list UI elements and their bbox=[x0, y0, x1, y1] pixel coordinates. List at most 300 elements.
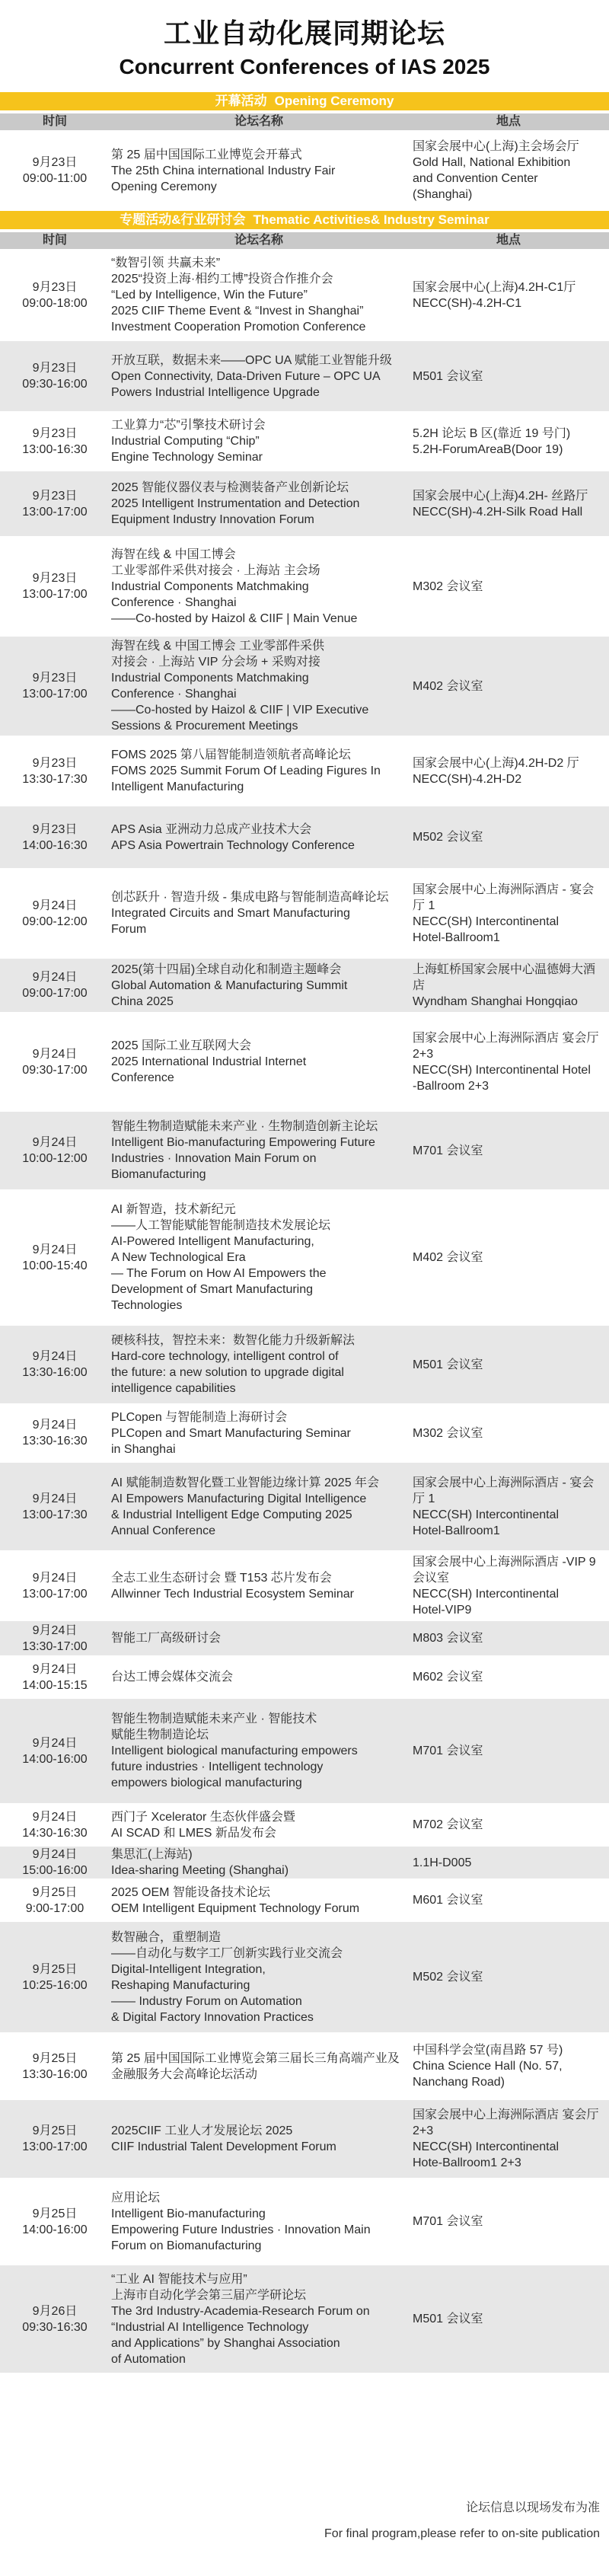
date-text: 9月23日 bbox=[32, 672, 78, 685]
schedule-section bbox=[0, 211, 609, 2373]
forum-name-line: Empowering Future Industries · Innovation Main bbox=[111, 2223, 371, 2236]
forum-name-line: CIIF Industrial Talent Development Forum bbox=[111, 2140, 336, 2153]
forum-name-cell bbox=[110, 2051, 408, 2083]
time-text: 13:30-16:00 bbox=[22, 2067, 88, 2081]
schedule-row bbox=[0, 2265, 609, 2373]
location-line: M302 会议室 bbox=[413, 579, 483, 593]
forum-name-line: “数智引领 共赢未来” bbox=[111, 257, 221, 270]
schedule-row bbox=[0, 1699, 609, 1803]
forum-name-cell bbox=[110, 889, 408, 937]
forum-name-line: —— Industry Forum on Automation bbox=[111, 1994, 302, 2008]
location-cell bbox=[408, 755, 609, 787]
forum-name-line: The 3rd Industry-Academia-Research Forum on bbox=[111, 2304, 370, 2318]
time-cell bbox=[0, 1885, 110, 1917]
forum-name-line: 2025 国际工业互联网大会 bbox=[111, 1039, 252, 1052]
location-line: Hote-Ballroom1 2+3 bbox=[413, 2156, 521, 2169]
date-text: 9月24日 bbox=[32, 1571, 78, 1585]
time-cell bbox=[0, 969, 110, 1001]
date-text: 9月24日 bbox=[32, 1810, 78, 1824]
footer-note-en: For final program,please refer to on-site publication bbox=[324, 2527, 600, 2540]
time-cell bbox=[0, 1962, 110, 1993]
time-text: 10:00-15:40 bbox=[22, 1259, 88, 1272]
time-text: 14:00-16:00 bbox=[22, 2223, 88, 2236]
location-cell bbox=[408, 1030, 609, 1094]
time-text: 15:00-16:00 bbox=[22, 1864, 88, 1877]
forum-name-cell bbox=[110, 1711, 408, 1791]
location-line: 上海虹桥国家会展中心温德姆大酒店 bbox=[413, 962, 596, 992]
location-line: NECC(SH)-4.2H-D2 bbox=[413, 772, 522, 786]
column-header-name: 论坛名称 bbox=[234, 115, 283, 128]
column-header-row bbox=[0, 113, 609, 130]
forum-name-line: 数智融合，重塑制造 bbox=[111, 1930, 222, 1944]
time-cell bbox=[0, 670, 110, 702]
time-text: 9:00-17:00 bbox=[25, 1901, 84, 1915]
time-cell bbox=[0, 1417, 110, 1449]
location-cell bbox=[408, 1425, 609, 1441]
location-line: M302 会议室 bbox=[413, 1426, 483, 1440]
location-line: Hotel-Ballroom1 bbox=[413, 930, 500, 944]
location-line: M502 会议室 bbox=[413, 1971, 483, 1984]
forum-name-cell bbox=[110, 1847, 408, 1879]
forum-name-line: AI-Powered Intelligent Manufacturing, bbox=[111, 1235, 314, 1248]
forum-name-line: PLCopen 与智能制造上海研讨会 bbox=[111, 1410, 288, 1424]
location-cell bbox=[408, 1554, 609, 1618]
forum-name-line: Forum bbox=[111, 923, 147, 936]
forum-name-cell bbox=[110, 1930, 408, 2025]
date-text: 9月24日 bbox=[32, 1350, 78, 1363]
column-header-name: 论坛名称 bbox=[234, 234, 283, 247]
forum-name-line: 集思汇(上海站) bbox=[111, 1848, 193, 1861]
schedule-row bbox=[0, 2181, 609, 2262]
location-line: 国家会展中心上海洲际酒店 宴会厅 2+3 bbox=[413, 1031, 599, 1061]
forum-name-line: Conference · Shanghai bbox=[111, 688, 237, 701]
section-title-bar bbox=[0, 92, 609, 110]
location-line: M501 会议室 bbox=[413, 369, 483, 383]
forum-name-line: Development of Smart Manufacturing bbox=[111, 1283, 314, 1296]
forum-name-line: Open Connectivity, Data-Driven Future – OPC UA bbox=[111, 369, 381, 383]
forum-name-line: 全志工业生态研讨会 暨 T153 芯片发布会 bbox=[111, 1571, 332, 1585]
time-cell bbox=[0, 1491, 110, 1523]
forum-name-line: — The Forum on How AI Empowers the bbox=[111, 1267, 327, 1280]
schedule-sections bbox=[0, 92, 609, 2373]
location-line: 国家会展中心(上海)4.2H- 丝路厅 bbox=[413, 489, 588, 503]
forum-name-line: OEM Intelligent Equipment Technology Forum bbox=[111, 1901, 360, 1915]
forum-name-line: 第 25 届中国国际工业博览会第三届长三角高端产业及 bbox=[111, 2051, 400, 2065]
forum-name-line: 2025 OEM 智能设备技术论坛 bbox=[111, 1885, 270, 1899]
column-header-location: 地点 bbox=[496, 115, 521, 128]
location-line: 5.2H 论坛 B 区(靠近 19 号门) bbox=[413, 426, 571, 440]
forum-name-line: Annual Conference bbox=[111, 1524, 215, 1537]
time-text: 13:00-17:00 bbox=[22, 505, 88, 519]
forum-name-line: Intelligent Bio-manufacturing bbox=[111, 2207, 266, 2220]
location-line: 国家会展中心上海洲际酒店 - 宴会厅 1 bbox=[413, 883, 595, 912]
time-cell bbox=[0, 822, 110, 854]
forum-name-line: Forum on Biomanufacturing bbox=[111, 2239, 262, 2252]
forum-name-line: of Automation bbox=[111, 2352, 186, 2366]
date-text: 9月25日 bbox=[32, 2207, 78, 2220]
forum-name-line: Allwinner Tech Industrial Ecosystem Seminar bbox=[111, 1587, 354, 1601]
forum-name-line: 智能生物制造赋能未来产业 · 智能技术 bbox=[111, 1713, 317, 1725]
location-cell bbox=[408, 1143, 609, 1159]
schedule-row bbox=[0, 1882, 609, 1919]
date-text: 9月24日 bbox=[32, 899, 78, 912]
forum-name-line: “Industrial AI Intelligence Technology bbox=[111, 2320, 309, 2334]
schedule-rows bbox=[0, 133, 609, 208]
forum-name-line: Digital-Intelligent Integration, bbox=[111, 1962, 266, 1976]
forum-name-line: AI SCAD 和 LMES 新品发布会 bbox=[111, 1826, 276, 1840]
location-cell bbox=[408, 2311, 609, 2327]
location-cell bbox=[408, 1817, 609, 1833]
location-line: M701 会议室 bbox=[413, 1144, 483, 1157]
schedule-row bbox=[0, 471, 609, 536]
forum-name-cell bbox=[110, 547, 408, 627]
forum-name-line: Conference bbox=[111, 1071, 174, 1084]
schedule-row bbox=[0, 1847, 609, 1879]
location-line: 国家会展中心上海洲际酒店 宴会厅 2+3 bbox=[413, 2108, 599, 2137]
forum-name-line: in Shanghai bbox=[111, 1442, 176, 1456]
time-text: 13:30-16:30 bbox=[22, 1435, 88, 1448]
forum-name-line: “Led by Intelligence, Win the Future” bbox=[111, 289, 308, 302]
schedule-row bbox=[0, 2035, 609, 2097]
date-text: 9月25日 bbox=[32, 2124, 78, 2137]
location-cell bbox=[408, 139, 609, 203]
forum-name-line: Intelligent biological manufacturing empowers bbox=[111, 1744, 358, 1757]
date-text: 9月23日 bbox=[32, 572, 78, 585]
date-text: 9月24日 bbox=[32, 1243, 78, 1256]
forum-name-line: Hard-core technology, intelligent control of bbox=[111, 1350, 339, 1363]
column-header-row bbox=[0, 232, 609, 249]
date-text: 9月23日 bbox=[32, 362, 78, 375]
schedule-row bbox=[0, 1406, 609, 1460]
location-line: M501 会议室 bbox=[413, 1358, 483, 1371]
forum-name-line: 上海市自动化学会第三届产学研论坛 bbox=[111, 2288, 307, 2302]
page-subtitle: Concurrent Conferences of IAS 2025 bbox=[119, 55, 490, 78]
section-title-cn: 开幕活动 bbox=[215, 94, 267, 108]
forum-name-line: 第 25 届中国国际工业博览会开幕式 bbox=[111, 148, 302, 161]
location-cell bbox=[408, 678, 609, 694]
time-text: 14:00-16:00 bbox=[22, 1752, 88, 1766]
location-cell bbox=[408, 426, 609, 458]
time-cell bbox=[0, 1735, 110, 1767]
schedule-row bbox=[0, 1621, 609, 1655]
time-text: 09:00-12:00 bbox=[22, 915, 88, 928]
time-text: 13:00-17:00 bbox=[22, 1587, 88, 1601]
time-cell bbox=[0, 1661, 110, 1693]
forum-name-cell bbox=[110, 147, 408, 195]
schedule-row bbox=[0, 1658, 609, 1696]
schedule-row bbox=[0, 252, 609, 338]
location-line: NECC(SH)-4.2H-Silk Road Hall bbox=[413, 505, 583, 519]
location-cell bbox=[408, 1969, 609, 1985]
forum-name-line: the future: a new solution to upgrade digital bbox=[111, 1366, 344, 1379]
forum-name-line: APS Asia Powertrain Technology Conference bbox=[111, 838, 355, 852]
forum-name-line: empowers biological manufacturing bbox=[111, 1776, 302, 1789]
location-cell bbox=[408, 488, 609, 520]
schedule-row bbox=[0, 959, 609, 1012]
location-line: 1.1H-D005 bbox=[413, 1856, 472, 1869]
location-line: Gold Hall, National Exhibition bbox=[413, 156, 571, 169]
location-cell bbox=[408, 1250, 609, 1266]
forum-name-line: 开放互联，数据未来——OPC UA 赋能工业智能升级 bbox=[111, 353, 392, 367]
location-line: Nanchang Road) bbox=[413, 2076, 505, 2089]
forum-name-line: Opening Ceremony bbox=[111, 180, 217, 193]
time-text: 09:00-18:00 bbox=[22, 296, 88, 310]
time-text: 14:30-16:30 bbox=[22, 1826, 88, 1840]
location-line: NECC(SH) Intercontinental bbox=[413, 915, 560, 928]
time-cell bbox=[0, 360, 110, 392]
time-text: 10:25-16:00 bbox=[22, 1978, 88, 1992]
forum-name-cell bbox=[110, 1885, 408, 1917]
forum-name-line: ——人工智能赋能智能制造技术发展论坛 bbox=[111, 1219, 331, 1232]
schedule-row bbox=[0, 1015, 609, 1109]
schedule-section bbox=[0, 92, 609, 208]
location-cell bbox=[408, 1892, 609, 1908]
schedule-row bbox=[0, 539, 609, 634]
location-cell bbox=[408, 882, 609, 946]
location-line: 国家会展中心(上海)4.2H-D2 厅 bbox=[413, 756, 579, 770]
footer-note-cn: 论坛信息以现场发布为准 bbox=[465, 2501, 600, 2514]
location-line: NECC(SH) Intercontinental bbox=[413, 2140, 560, 2153]
forum-name-cell bbox=[110, 1409, 408, 1457]
date-text: 9月24日 bbox=[32, 1419, 78, 1432]
date-text: 9月26日 bbox=[32, 2304, 78, 2318]
forum-name-cell bbox=[110, 480, 408, 528]
location-line: 5.2H-ForumAreaB(Door 19) bbox=[413, 442, 563, 456]
time-text: 09:30-16:30 bbox=[22, 2320, 88, 2334]
time-text: 10:00-12:00 bbox=[22, 1152, 88, 1165]
location-line: 国家会展中心(上海)主会场会厅 bbox=[413, 140, 579, 153]
date-text: 9月25日 bbox=[32, 1962, 78, 1976]
time-text: 13:30-16:00 bbox=[22, 1366, 88, 1379]
date-text: 9月24日 bbox=[32, 1136, 78, 1149]
forum-name-line: AI Empowers Manufacturing Digital Intelligence bbox=[111, 1492, 367, 1505]
schedule-row bbox=[0, 1463, 609, 1550]
forum-name-cell bbox=[110, 1809, 408, 1841]
schedule-row bbox=[0, 1806, 609, 1843]
date-text: 9月24日 bbox=[32, 1623, 78, 1637]
forum-name-line: 2025(第十四届)全球自动化和制造主题峰会 bbox=[111, 962, 342, 976]
forum-name-line: 海智在线 & 中国工博会 工业零部件采供 bbox=[111, 640, 325, 653]
schedule-row bbox=[0, 2100, 609, 2178]
location-line: M803 会议室 bbox=[413, 1632, 483, 1645]
time-cell bbox=[0, 1847, 110, 1879]
forum-name-line: Industrial Computing “Chip” bbox=[111, 435, 260, 448]
forum-name-line: FOMS 2025 第八届智能制造领航者高峰论坛 bbox=[111, 749, 351, 761]
forum-name-line: Equipment Industry Innovation Forum bbox=[111, 513, 314, 526]
forum-name-line: ——Co-hosted by Haizol & CIIF | Main Venue bbox=[111, 611, 358, 625]
time-text: 13:00-16:30 bbox=[22, 442, 88, 456]
schedule-row bbox=[0, 871, 609, 956]
location-line: 国家会展中心上海洲际酒店 -VIP 9 会议室 bbox=[413, 1555, 596, 1585]
schedule-row bbox=[0, 806, 609, 868]
forum-name-line: APS Asia 亚洲动力总成产业技术大会 bbox=[111, 822, 312, 836]
forum-name-line: future industries · Intelligent technology bbox=[111, 1760, 324, 1773]
location-line: M602 会议室 bbox=[413, 1671, 483, 1684]
schedule-row bbox=[0, 1192, 609, 1323]
location-line: Hotel-VIP9 bbox=[413, 1603, 472, 1617]
time-text: 13:00-17:00 bbox=[22, 688, 88, 701]
section-title-bar bbox=[0, 211, 609, 229]
location-line: Hotel-Ballroom1 bbox=[413, 1524, 500, 1537]
date-text: 9月23日 bbox=[32, 280, 78, 294]
column-header-time: 时间 bbox=[42, 115, 67, 128]
location-line: NECC(SH)-4.2H-C1 bbox=[413, 296, 522, 310]
forum-name-line: intelligence capabilities bbox=[111, 1382, 236, 1395]
forum-name-cell bbox=[110, 962, 408, 1010]
location-cell bbox=[408, 2107, 609, 2171]
schedule-rows bbox=[0, 252, 609, 2373]
time-text: 09:30-16:00 bbox=[22, 378, 88, 391]
forum-name-cell bbox=[110, 747, 408, 795]
schedule-row bbox=[0, 414, 609, 468]
time-text: 14:00-15:15 bbox=[22, 1678, 88, 1692]
forum-name-line: 工业算力“芯”引擎技术研讨会 bbox=[111, 419, 266, 432]
time-cell bbox=[0, 1135, 110, 1167]
date-text: 9月23日 bbox=[32, 756, 78, 770]
location-line: 中国科学会堂(南昌路 57 号) bbox=[413, 2044, 563, 2057]
location-line: (Shanghai) bbox=[413, 188, 473, 201]
forum-name-line: 硬核科技，智控未来：数智化能力升级新解法 bbox=[111, 1334, 356, 1347]
time-text: 14:00-16:30 bbox=[22, 838, 88, 852]
column-header-location: 地点 bbox=[496, 234, 521, 247]
forum-name-line: 金融服务大会高峰论坛活动 bbox=[111, 2067, 258, 2081]
location-cell bbox=[408, 1743, 609, 1759]
date-text: 9月24日 bbox=[32, 1848, 78, 1861]
forum-name-line: Technologies bbox=[111, 1299, 183, 1312]
time-cell bbox=[0, 1623, 110, 1655]
location-line: NECC(SH) Intercontinental Hotel bbox=[413, 1063, 591, 1077]
forum-name-line: 2025 Intelligent Instrumentation and Detection bbox=[111, 497, 360, 510]
forum-name-line: A New Technological Era bbox=[111, 1251, 246, 1264]
forum-name-line: AI 新智造，技术新纪元 bbox=[111, 1203, 236, 1216]
date-text: 9月23日 bbox=[32, 822, 78, 836]
date-text: 9月24日 bbox=[32, 1047, 78, 1061]
forum-name-cell bbox=[110, 353, 408, 401]
forum-name-line: 智能工厂高级研讨会 bbox=[111, 1632, 222, 1645]
schedule-row bbox=[0, 133, 609, 208]
forum-name-line: Investment Cooperation Promotion Conference bbox=[111, 321, 366, 334]
time-cell bbox=[0, 2123, 110, 2155]
forum-name-cell bbox=[110, 1119, 408, 1183]
time-text: 13:30-17:00 bbox=[22, 1639, 88, 1653]
forum-name-cell bbox=[110, 822, 408, 854]
forum-name-line: 2025 International Industrial Internet bbox=[111, 1055, 307, 1068]
date-text: 9月23日 bbox=[32, 426, 78, 440]
time-text: 13:00-17:00 bbox=[22, 588, 88, 601]
forum-name-line: Conference · Shanghai bbox=[111, 595, 237, 609]
section-title-cn: 专题活动&行业研讨会 bbox=[120, 212, 246, 227]
location-line: M601 会议室 bbox=[413, 1894, 483, 1907]
schedule-row bbox=[0, 1553, 609, 1618]
location-line: M702 会议室 bbox=[413, 1818, 483, 1831]
location-cell bbox=[408, 2214, 609, 2230]
forum-name-line: 2025CIIF 工业人才发展论坛 2025 bbox=[111, 2124, 293, 2137]
section-title-en: Thematic Activities& Industry Seminar bbox=[253, 212, 489, 227]
footer-note bbox=[324, 2495, 600, 2547]
time-text: 13:00-17:30 bbox=[22, 1508, 88, 1521]
forum-name-cell bbox=[110, 1630, 408, 1646]
time-cell bbox=[0, 488, 110, 520]
forum-name-cell bbox=[110, 1333, 408, 1397]
forum-name-cell bbox=[110, 1669, 408, 1685]
forum-name-line: Powers Industrial Intelligence Upgrade bbox=[111, 385, 320, 399]
time-cell bbox=[0, 1242, 110, 1274]
forum-name-cell bbox=[110, 1038, 408, 1086]
date-text: 9月23日 bbox=[32, 156, 78, 169]
forum-name-line: 对接会 · 上海站 VIP 分会场 + 采购对接 bbox=[111, 656, 320, 669]
forum-name-cell bbox=[110, 1202, 408, 1314]
forum-name-line: 台达工博会媒体交流会 bbox=[111, 1671, 234, 1684]
forum-name-line: 西门子 Xcelerator 生态伙伴盛会暨 bbox=[111, 1810, 295, 1824]
time-cell bbox=[0, 1046, 110, 1078]
time-cell bbox=[0, 1570, 110, 1602]
time-cell bbox=[0, 279, 110, 311]
forum-name-line: “工业 AI 智能技术与应用” bbox=[111, 2272, 247, 2286]
forum-name-line: Biomanufacturing bbox=[111, 1168, 206, 1181]
forum-name-cell bbox=[110, 2123, 408, 2155]
time-cell bbox=[0, 1349, 110, 1381]
forum-name-line: & Industrial Intelligent Edge Computing 2025 bbox=[111, 1508, 352, 1521]
time-cell bbox=[0, 2206, 110, 2238]
forum-name-line: PLCopen and Smart Manufacturing Seminar bbox=[111, 1426, 351, 1440]
forum-name-line: Intelligent Bio-manufacturing Empowering Future bbox=[111, 1136, 375, 1149]
forum-name-line: 赋能生物制造论坛 bbox=[111, 1729, 209, 1741]
forum-name-line: Industrial Components Matchmaking bbox=[111, 579, 309, 593]
forum-name-line: 创芯跃升 · 智造升级 - 集成电路与智能制造高峰论坛 bbox=[111, 891, 389, 904]
location-cell bbox=[408, 1630, 609, 1646]
location-cell bbox=[408, 1669, 609, 1685]
time-text: 09:00-11:00 bbox=[22, 172, 88, 185]
time-text: 09:30-17:00 bbox=[22, 1063, 88, 1077]
forum-name-cell bbox=[110, 2190, 408, 2254]
forum-name-line: The 25th China international Industry Fair bbox=[111, 164, 336, 177]
location-line: and Convention Center bbox=[413, 172, 538, 185]
forum-name-line: 2025“投资上海·相约工博”投资合作推介会 bbox=[111, 273, 333, 286]
section-title-en: Opening Ceremony bbox=[274, 94, 394, 108]
date-text: 9月24日 bbox=[32, 1736, 78, 1750]
location-cell bbox=[408, 1475, 609, 1539]
location-line: M501 会议室 bbox=[413, 2313, 483, 2325]
forum-name-line: China 2025 bbox=[111, 994, 174, 1008]
schedule-row bbox=[0, 1326, 609, 1403]
location-line: Wyndham Shanghai Hongqiao bbox=[413, 994, 578, 1008]
location-line: M402 会议室 bbox=[413, 1251, 483, 1264]
forum-name-line: Idea-sharing Meeting (Shanghai) bbox=[111, 1864, 289, 1877]
location-line: M502 会议室 bbox=[413, 831, 483, 844]
forum-name-line: 智能生物制造赋能未来产业 · 生物制造创新主论坛 bbox=[111, 1120, 378, 1133]
column-header-time: 时间 bbox=[42, 234, 67, 247]
forum-name-cell bbox=[110, 1475, 408, 1539]
forum-name-line: 工业零部件采供对接会 · 上海站 主会场 bbox=[111, 563, 320, 577]
schedule-row bbox=[0, 341, 609, 411]
location-line: M402 会议室 bbox=[413, 679, 483, 693]
time-text: 09:00-17:00 bbox=[22, 987, 88, 1000]
location-line: China Science Hall (No. 57, bbox=[413, 2060, 563, 2073]
time-cell bbox=[0, 426, 110, 458]
schedule-row bbox=[0, 637, 609, 736]
location-cell bbox=[408, 279, 609, 311]
date-text: 9月25日 bbox=[32, 1885, 78, 1899]
time-cell bbox=[0, 2051, 110, 2083]
page-title: 工业自动化展同期论坛 bbox=[163, 18, 445, 49]
time-cell bbox=[0, 755, 110, 787]
time-cell bbox=[0, 1809, 110, 1841]
forum-name-cell bbox=[110, 255, 408, 335]
schedule-row bbox=[0, 739, 609, 803]
location-line: M701 会议室 bbox=[413, 2215, 483, 2228]
forum-name-cell bbox=[110, 417, 408, 465]
schedule-row bbox=[0, 1112, 609, 1189]
